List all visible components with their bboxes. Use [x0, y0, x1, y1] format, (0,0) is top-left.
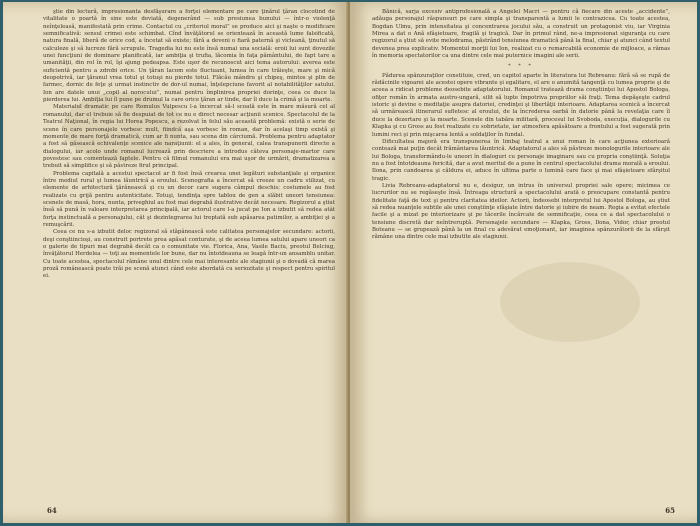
paragraph: Livia Rebreanu-adaptatorul nu e, desigur, un intrus în universul propriei sale opere; micimea ce lucrurilor nu se regăseşte însă. Întreaga structură a spectacolului arată o preocupare constantă pentru fidelitate faţă de text şi pentru claritatea ideilor. Actorii, îndeosebi interpretul lui Apostol Bologa, au ştiut să redea nuanţele subtile ale unei conştiinţe sfâşiate între datorie şi iubire de neam. Regia a evitat efectele facile şi a mizat pe interiorizare şi pe tăcerile încărcate de semnificaţie, ceea ce a dat spectacolului o tensiune discretă dar neîntreruptă. Personajele secundare — Klapka, Gross, Ilona, Vidor, chiar preotul Boteanu — se grupează până la un final cu adevărat emoţionant, iar imaginea spânzurătorii de la sfârşit rămâne una dintre cele mai izbutite ale stagiunii.	[372, 182, 670, 241]
paragraph: Materialul dramatic pe care Romulus Vulpescu l-a încercat să-l scoată este în mare măsură cel al romanului, dar el trebuie să fie despuiat de tot ce nu e direct necesar acţiunii scenice. Spectacolul de la Teatrul Naţional, în regia lui Horea Popescu, a rezolvat în felul său această problemă: există o serie de scene în care personajele vorbesc mult, fiindcă aşa vorbesc în roman, dar în acelaşi timp există şi momente de mare forţă dramatică, cum ar fi nunta, sau scena din cârciumă. Problema pentru adaptator a fost să găsească echivalenţe scenice ale naraţiunii: el a ales, în general, calea transpunerii directe a dialogului, iar acolo unde romanul lucrează prin descriere a introdus câteva personaje-martor care povestesc sau comentează faptele. Pentru că filmul romanului era mai uşor de urmărit, dramatizarea a trebuit să simplifice şi să păstreze firul principal.	[43, 104, 335, 170]
paragraph: Problema capitală a acestui spectacol ar fi fost însă crearea unei legături substanţiale şi organice între mediul rural şi lumea lăuntrică a eroului. Scenografia a încercat să creeze un cadru stilizat, cu elemente de arhitectură ţărănească şi cu un decor care sugera câmpul deschis; costumele au fost realizate cu grijă pentru autenticitate. Totuşi, tendinţa spre tablou de gen a slăbit uneori tensiunea: scenele de masă, hora, nunta, priveghiul au fost mai degrabă ilustrative decât necesare. Regizorul a ştiut însă să pună în valoare interpretarea principală, iar actorul care l-a jucat pe Ion a izbutit să redea atât forţa instinctuală a personajului, cât şi dezintegrarea lui treptată sub apăsarea patimilor, a ambiţiei şi a remuşcării.	[43, 170, 335, 228]
page-number: 65	[665, 506, 675, 515]
page-number: 64	[47, 506, 57, 515]
paragraph: Bănică, sarja excesiv antiprofesională a Angelei Macri — pentru că fiecare din aceste „accidente”, adăuga personajul răspunsuri pe care simpla şi transparentă a lumii le contrazicea. Cu toate acestea, Bogdan Ulmu, prin intensitatea şi concentrarea jocului său, a construit un protagonist viu, iar Virginia Mirea a dat o Ană sfâşietoare, fragilă şi tragică. Dar în primul rând, ne-a impresionat siguranţa cu care regizorul a ştiut să evite melodrama, păstrând tensiunea dramatică până la final, chiar şi atunci când textul devenea prea explicativ. Momentul morţii lui Ion, realizat cu o remarcabilă economie de mijloace, a rămas în memoria spectatorilor ca una dintre cele mai puternice imagini ale serii.	[372, 9, 670, 60]
right-page	[350, 2, 697, 523]
paragraph: ştie din lectură, impresionanta desfăşurare a forţei elementare pe care ţinărul ţăran clocotind de vitalitate o poartă în sine este deviată, degenerând — sub presiunea bunului — într-o violenţă neînţeleasă, manifestată prin crime. Contactul cu „criteriul moral” se produce aici şi naşte o modificare semnificativă: sensul crimei este schimbat. Cînd învăţătorul se orientează în această lume falsificată, natura finală, liberă de orice cod, a încetat să existe; fără a deveni o fiară paternă şi vicleană, ţinutul să calculeze şi să lucreze fără scrupule. Tragedia lui nu este însă numai una socială: eroii lui sunt dovezile unei funcţiuni de dominare planificată, iar ambiţia şi trufia, lăcomia în faţa pământului, de fapt tare a umanităţii, din rol în rol, îşi ajung pedeapsa. Este uşor de recunoscut aici tema autorului: averea este suficientă pentru a zdrobi orice. Un ţăran lacom este fluctuant, lumea în care trăieşte, mare şi mică deopotrivă, iar ţăranul vrea totul şi totuşi nu pierde totul. Flăcău mândru şi chipeş, mintos şi plin de farmec, dornic de feţe şi urmat instinctiv de dor-ul numai, înţelepciune favorit al notabilităţilor satului. Ion are datele unui „copil al norocului”, numai pentru împlinirea propriei dorinţe, ceea ce duce la pierderea lui. Ambiţia lui îl pune pe drumul la care orice ţăran ar tinde, dar îl duce la crimă şi la moarte.	[43, 9, 335, 104]
paragraph: Dificultatea majoră era transpunerea în limbaj teatral a unui roman în care acţiunea exterioară contează mai puţin decât frământarea lăuntrică. Adaptatorul a ales să păstreze monologurile interioare ale lui Bologa, transformându-le uneori în dialoguri cu personaje imaginare sau cu propria conştiinţă. Soluţia nu a fost întotdeauna fericită, dar a avut meritul de a pune în centrul spectacolului drama morală a eroului. Ilona, prin candoarea şi căldura ei, aduce în ultima parte o lumină care face şi mai sfâşietoare sfârşitul tragic.	[372, 138, 670, 182]
right-page-body	[372, 9, 670, 242]
paper-stain	[500, 262, 640, 342]
paragraph: Ceea ce nu s-a izbutit deloc regizoral să stăpânească este calitatea personajelor secundare: actorii, deşi conştiincioşi, au construit portrete prea apăsat conturate, şi de aceea lumea satului apare uneori ca o galerie de tipuri mai degrabă decât ca o comunitate vie. Florica, Ana, Vasile Baciu, preotul Belciug, învăţătorul Herdelea — toţi au momentele lor bune, dar nu întotdeauna se leagă într-un ansamblu unitar. Cu toate acestea, spectacolul rămâne unul dintre cele mai interesante ale stagiunii şi o dovadă că marea proză românească poate trăi pe scenă atunci când este abordată cu seriozitate şi respect pentru spiritul ei.	[43, 229, 335, 280]
paragraph: Pădurea spânzuraţilor constituie, cred, un capitol aparte în literatura lui Rebreanu: fără să se rupă de rădăcinile vigoarei ale acestei opere vibrante şi egalitare, el are o anumită tangenţă cu lumea proprie şi de aceea a ridicat probleme deosebite adaptatorului. Romanul tratează drama conştiinţei lui Apostol Bologa, ofiţer român în armata austro-ungară, silit să lupte împotriva propriilor săi fraţi. Tema depăşeşte cadrul istoric şi devine o meditaţie asupra datoriei, credinţei şi libertăţii interioare. Adaptarea scenică a încercat să urmărească itinerarul sufletesc al eroului, de la încrederea oarbă în datorie până la revelaţia care îl duce la dezertare şi la moarte. Scenele din tabăra militară, procesul lui Svoboda, execuţia, dialogurile cu Klapka şi cu Gross au fost realizate cu sobrietate, iar atmosfera apăsătoare a frontului a fost sugerată prin lumini reci şi prin mişcarea lentă a soldaţilor în fundal.	[372, 72, 670, 138]
left-page	[3, 2, 348, 523]
left-page-body	[43, 9, 335, 281]
section-divider: * * *	[508, 63, 534, 70]
